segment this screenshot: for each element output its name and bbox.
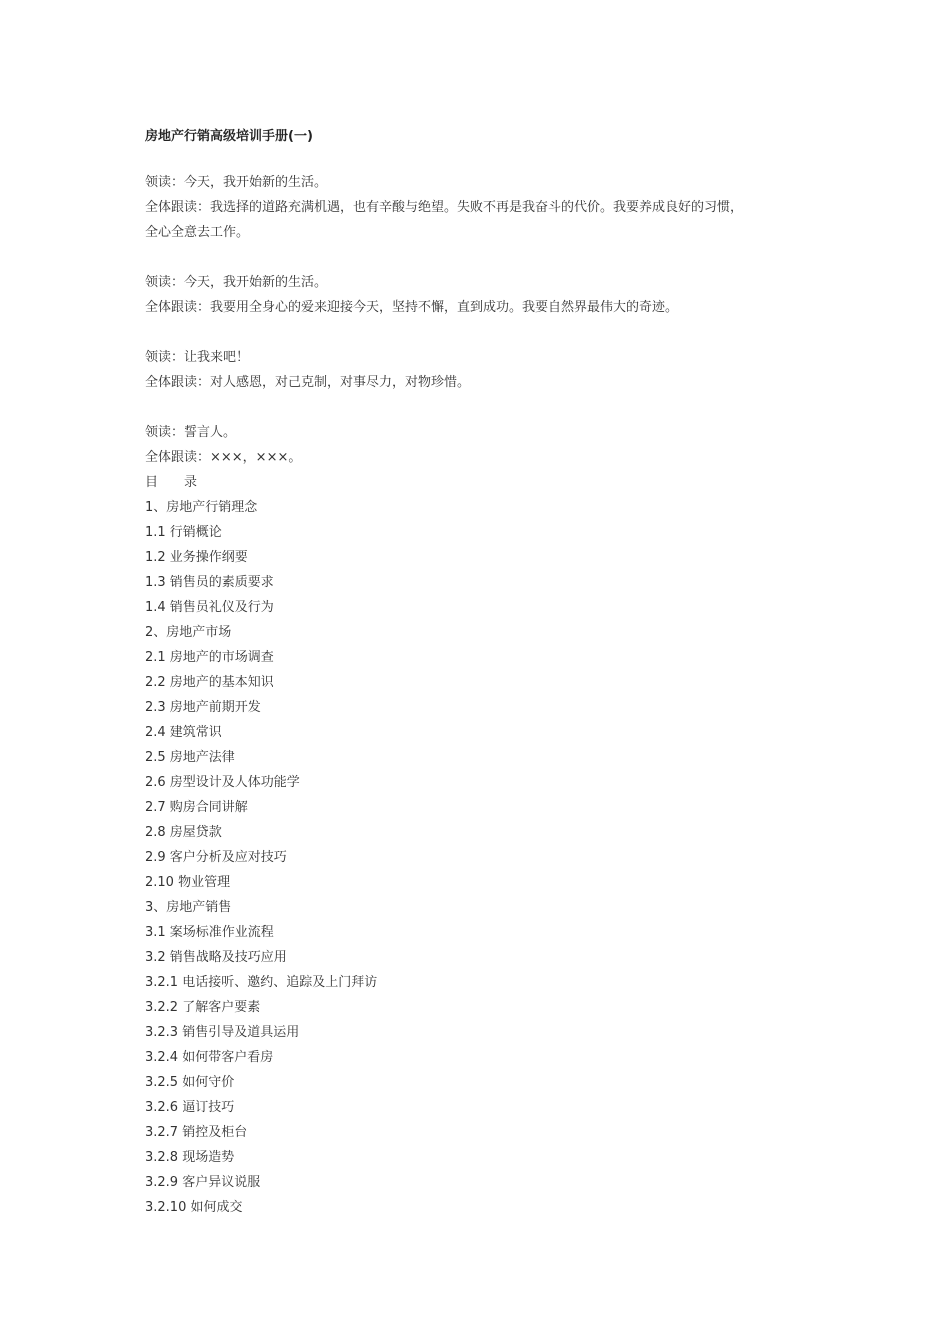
toc-item: 2.1 房地产的市场调查 bbox=[145, 650, 274, 665]
toc-item: 1、房地产行销理念 bbox=[145, 500, 258, 515]
toc-item: 2.7 购房合同讲解 bbox=[145, 800, 248, 815]
lead-reading: 领读：今天，我开始新的生活。 bbox=[145, 275, 328, 290]
toc-heading bbox=[145, 470, 825, 495]
oath-block bbox=[145, 170, 825, 245]
toc-item: 3.2.3 销售引导及道具运用 bbox=[145, 1025, 300, 1040]
group-reading-line: 全心全意去工作。 bbox=[145, 225, 250, 240]
toc-item: 3.2.1 电话接听、邀约、追踪及上门拜访 bbox=[145, 975, 378, 990]
group-reading-line: 全体跟读：对人感恩，对己克制，对事尽力，对物珍惜。 bbox=[145, 375, 471, 390]
toc-item: 2.2 房地产的基本知识 bbox=[145, 675, 274, 690]
toc-item: 3.2.8 现场造势 bbox=[145, 1150, 235, 1165]
toc-item: 3.2 销售战略及技巧应用 bbox=[145, 950, 287, 965]
toc-heading-right: 录 bbox=[184, 475, 198, 490]
document-body bbox=[145, 127, 825, 1220]
spacer bbox=[145, 245, 825, 270]
toc-item: 2.9 客户分析及应对技巧 bbox=[145, 850, 287, 865]
toc-item: 3、房地产销售 bbox=[145, 900, 232, 915]
oath-block bbox=[145, 270, 825, 320]
toc-item: 3.2.7 销控及柜台 bbox=[145, 1125, 248, 1140]
toc-item: 2.4 建筑常识 bbox=[145, 725, 222, 740]
oath-block bbox=[145, 420, 825, 470]
toc-item: 2.8 房屋贷款 bbox=[145, 825, 222, 840]
toc-item: 3.2.10 如何成交 bbox=[145, 1200, 243, 1215]
toc-item: 2.10 物业管理 bbox=[145, 875, 231, 890]
toc-item: 1.1 行销概论 bbox=[145, 525, 222, 540]
toc-item: 1.2 业务操作纲要 bbox=[145, 550, 248, 565]
lead-reading: 领读：让我来吧！ bbox=[145, 350, 250, 365]
toc-item: 2.3 房地产前期开发 bbox=[145, 700, 261, 715]
toc-item: 1.4 销售员礼仪及行为 bbox=[145, 600, 274, 615]
toc-item: 1.3 销售员的素质要求 bbox=[145, 575, 274, 590]
document-title: 房地产行销高级培训手册(一) bbox=[145, 129, 313, 144]
group-reading-line: 全体跟读：我要用全身心的爱来迎接今天，坚持不懈，直到成功。我要自然界最伟大的奇迹。 bbox=[145, 300, 679, 315]
group-reading-line: 全体跟读：我选择的道路充满机遇，也有辛酸与绝望。失败不再是我奋斗的代价。我要养成良好的习惯， bbox=[145, 200, 744, 215]
toc-item: 3.2.4 如何带客户看房 bbox=[145, 1050, 274, 1065]
lead-reading: 领读：今天，我开始新的生活。 bbox=[145, 175, 328, 190]
lead-reading: 领读：誓言人。 bbox=[145, 425, 237, 440]
toc-item: 3.2.5 如何守价 bbox=[145, 1075, 235, 1090]
toc-item: 2.6 房型设计及人体功能学 bbox=[145, 775, 300, 790]
toc-item: 3.2.9 客户异议说服 bbox=[145, 1175, 261, 1190]
toc-item: 3.2.2 了解客户要素 bbox=[145, 1000, 261, 1015]
toc-item: 3.2.6 逼订技巧 bbox=[145, 1100, 235, 1115]
toc-item: 2、房地产市场 bbox=[145, 625, 232, 640]
toc-heading-left: 目 bbox=[145, 475, 159, 490]
toc-item: 2.5 房地产法律 bbox=[145, 750, 235, 765]
spacer bbox=[145, 395, 825, 420]
toc-list bbox=[145, 495, 825, 1220]
toc-item: 3.1 案场标准作业流程 bbox=[145, 925, 274, 940]
group-reading-line: 全体跟读：×××，×××。 bbox=[145, 450, 302, 465]
spacer bbox=[145, 320, 825, 345]
oath-block bbox=[145, 345, 825, 395]
